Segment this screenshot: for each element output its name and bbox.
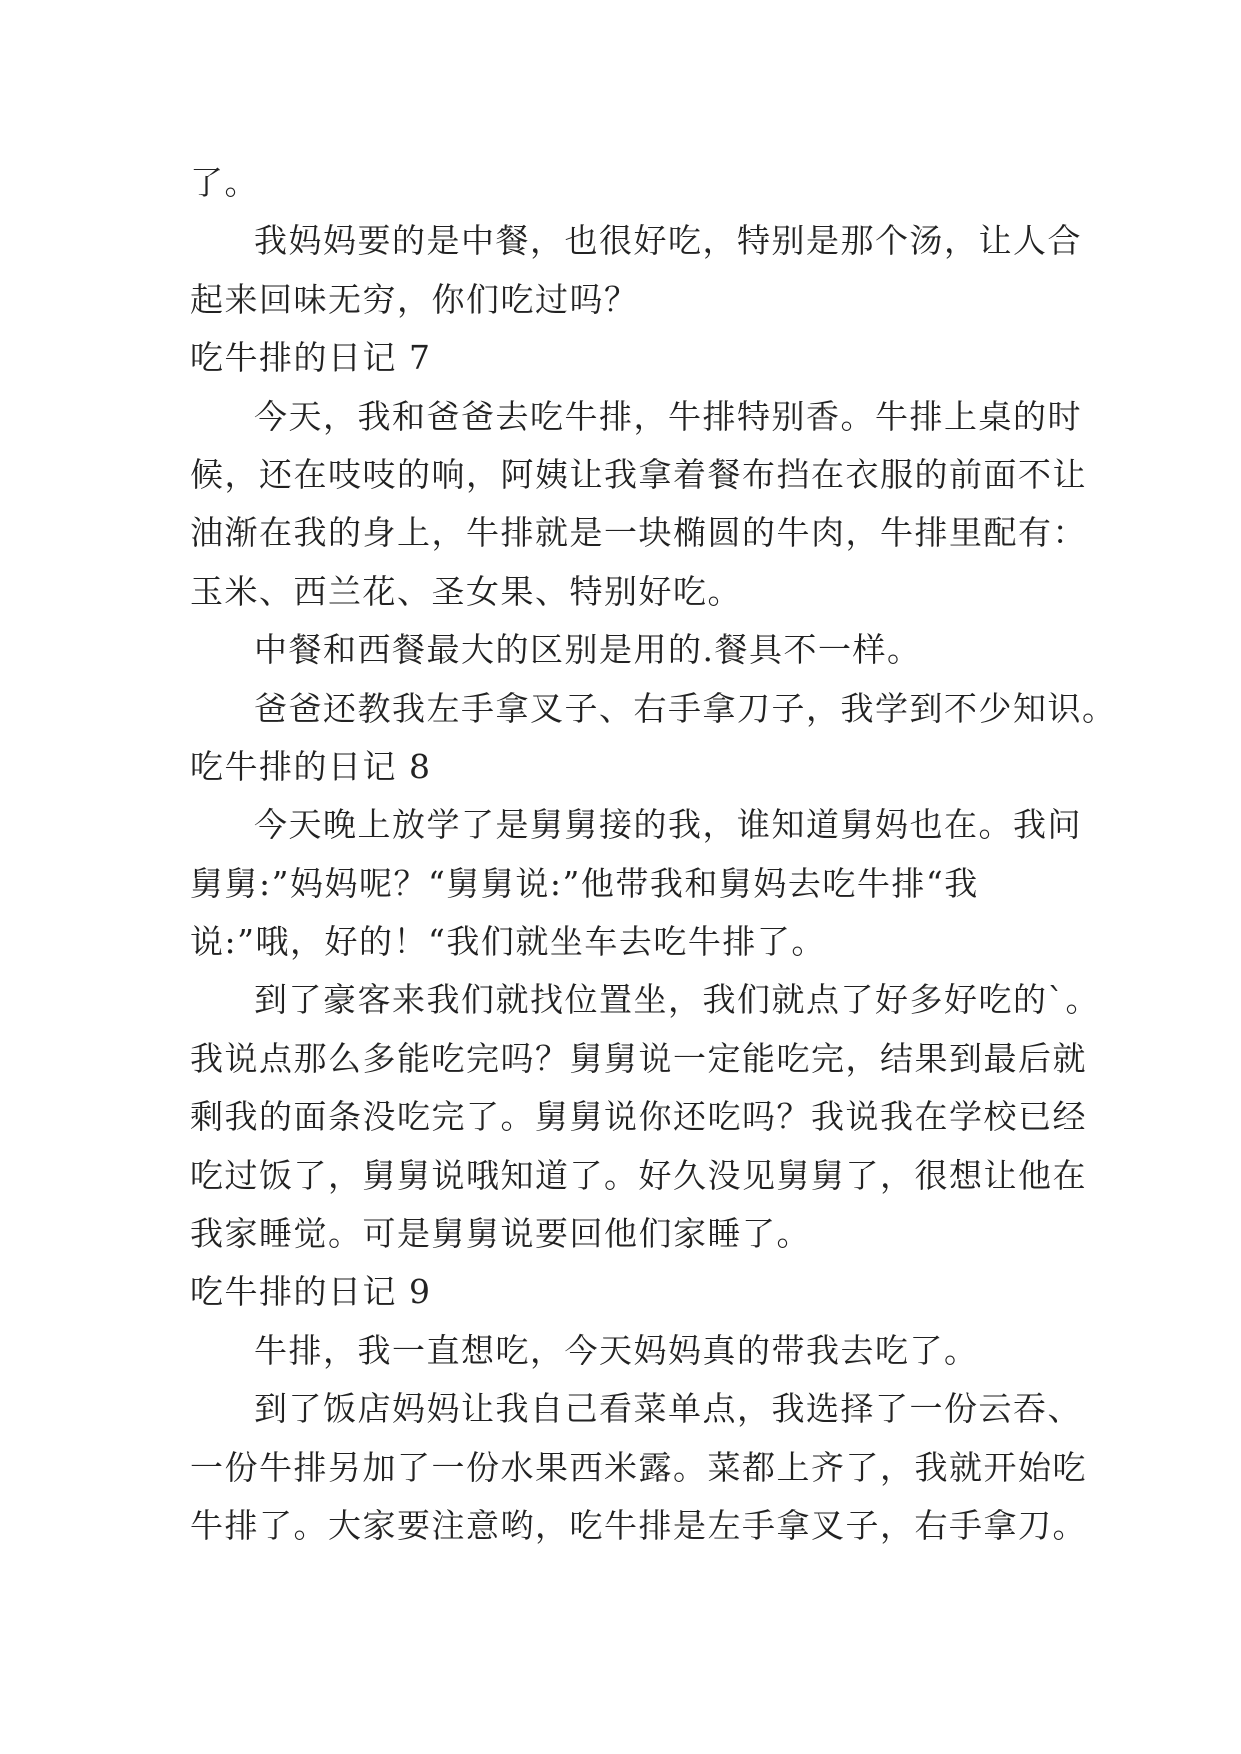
text-line: 说:”哦，好的！“我们就坐车去吃牛排了。: [190, 922, 826, 962]
text-line: 爸爸还教我左手拿叉子、右手拿刀子，我学到不少知识。: [254, 688, 1117, 728]
text-line: 我妈妈要的是中餐，也很好吃，特别是那个汤，让人合: [254, 221, 1082, 261]
text-line: 我家睡觉。可是舅舅说要回他们家睡了。: [190, 1214, 811, 1254]
text-line: 吃过饭了，舅舅说哦知道了。好久没见舅舅了，很想让他在: [190, 1155, 1087, 1195]
text-line: 中餐和西餐最大的区别是用的.餐具不一样。: [254, 630, 922, 670]
diary-text-body: [190, 154, 1117, 1555]
text-line: 了。: [190, 163, 259, 202]
diary-heading-7: 吃牛排的日记 7: [190, 338, 432, 378]
text-line: 一份牛排另加了一份水果西米露。菜都上齐了，我就开始吃: [190, 1447, 1087, 1487]
text-line: 牛排了。大家要注意哟，吃牛排是左手拿叉子，右手拿刀。: [190, 1505, 1087, 1545]
text-line: 今天晚上放学了是舅舅接的我，谁知道舅妈也在。我问: [254, 805, 1082, 845]
text-line: 到了饭店妈妈让我自己看菜单点，我选择了一份云吞、: [254, 1389, 1082, 1429]
text-line: 起来回味无穷，你们吃过吗？: [190, 279, 639, 319]
text-line: 到了豪客来我们就找位置坐，我们就点了好多好吃的`。: [254, 980, 1100, 1020]
text-line: 候，还在吱吱的响，阿姨让我拿着餐布挡在衣服的前面不让: [190, 454, 1087, 494]
text-line: 今天，我和爸爸去吃牛排，牛排特别香。牛排上桌的时: [254, 396, 1082, 436]
text-line: 牛排，我一直想吃，今天妈妈真的带我去吃了。: [254, 1330, 979, 1370]
text-line: 油渐在我的身上，牛排就是一块椭圆的牛肉，牛排里配有：: [190, 513, 1087, 553]
diary-heading-9: 吃牛排的日记 9: [190, 1272, 432, 1312]
text-line: 玉米、西兰花、圣女果、特别好吃。: [190, 571, 742, 611]
text-line: 剩我的面条没吃完了。舅舅说你还吃吗？我说我在学校已经: [190, 1097, 1087, 1137]
text-line: 舅舅:”妈妈呢？“舅舅说:”他带我和舅妈去吃牛排“我: [190, 863, 979, 903]
text-line: 我说点那么多能吃完吗？舅舅说一定能吃完，结果到最后就: [190, 1038, 1087, 1078]
diary-heading-8: 吃牛排的日记 8: [190, 746, 432, 786]
